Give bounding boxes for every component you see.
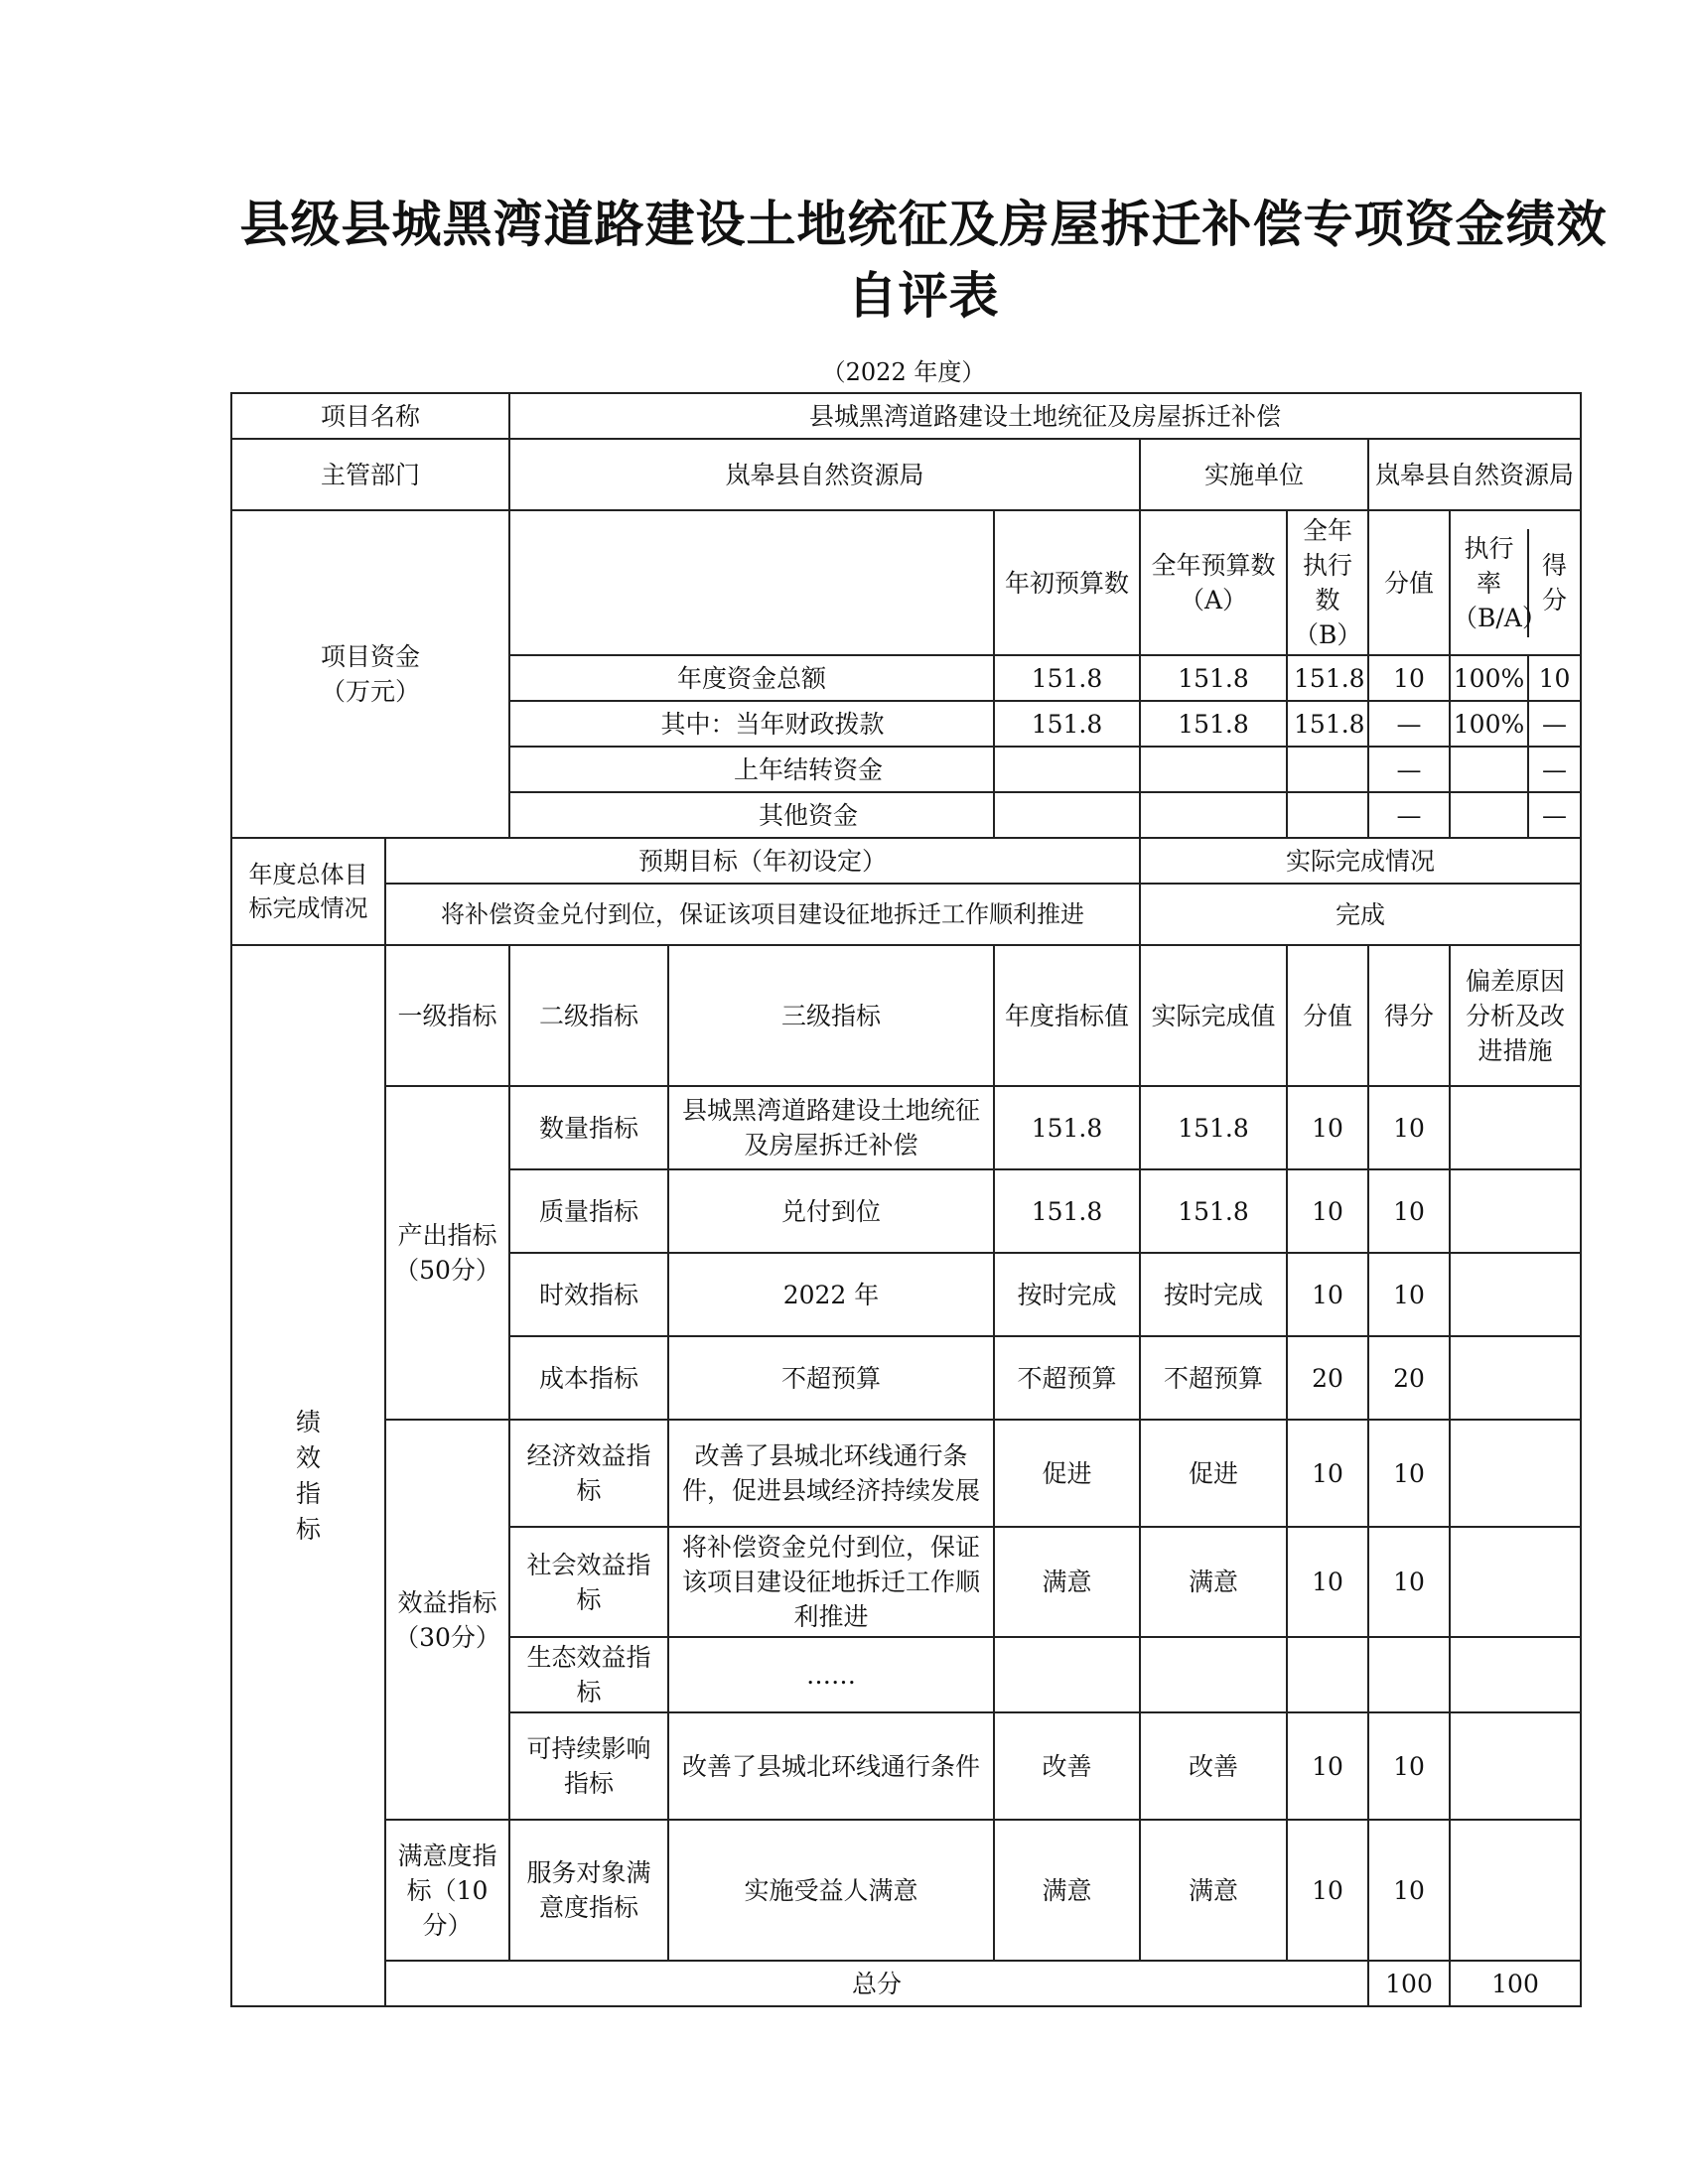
perf-actual: 满意 <box>1140 1820 1287 1961</box>
perf-l2: 经济效益指标 <box>509 1420 668 1527</box>
funds-row-name: 其中：当年财政拨款 <box>509 701 994 747</box>
goals-expected-header: 预期目标（年初设定） <box>385 838 1140 884</box>
perf-l2: 成本指标 <box>509 1336 668 1420</box>
perf-target: 按时完成 <box>994 1253 1140 1336</box>
funds-row-name: 年度资金总额 <box>509 655 994 701</box>
perf-got: 10 <box>1368 1712 1450 1820</box>
funds-cell: 151.8 <box>994 655 1140 701</box>
perf-l2: 可持续影响指标 <box>509 1712 668 1820</box>
perf-l3: 兑付到位 <box>668 1169 994 1253</box>
total-label: 总分 <box>385 1961 1368 2006</box>
funds-label-text: 项目资金 （万元） <box>321 642 421 706</box>
perf-group-output: 产出指标（50分） <box>385 1086 509 1420</box>
perf-score: 10 <box>1287 1420 1368 1527</box>
goals-expected-value: 将补偿资金兑付到位，保证该项目建设征地拆迁工作顺利推进 <box>385 884 1140 945</box>
funds-cell <box>1140 747 1287 792</box>
funds-cell: 100% <box>1451 656 1528 700</box>
perf-label-text: 绩效指标 <box>295 1407 321 1544</box>
funds-cell-pair <box>1450 792 1581 838</box>
dept-value: 岚皋县自然资源局 <box>509 439 1140 510</box>
funds-cell <box>1287 792 1368 838</box>
perf-got: 10 <box>1368 1086 1450 1169</box>
project-name-label: 项目名称 <box>231 393 509 439</box>
perf-note <box>1450 1086 1581 1169</box>
funds-header <box>1450 510 1581 655</box>
perf-actual: 不超预算 <box>1140 1336 1287 1420</box>
funds-cell-pair <box>1450 747 1581 792</box>
year-subtitle: （2022 年度） <box>821 358 986 386</box>
funds-cell: 151.8 <box>1140 655 1287 701</box>
perf-l2: 数量指标 <box>509 1086 668 1169</box>
perf-note <box>1450 1820 1581 1961</box>
perf-header: 分值 <box>1287 945 1368 1086</box>
funds-cell <box>1451 748 1528 791</box>
funds-cell: 10 <box>1538 663 1571 693</box>
total-score: 100 <box>1368 1961 1450 2006</box>
perf-header: 三级指标 <box>668 945 994 1086</box>
funds-cell: 10 <box>1368 655 1450 701</box>
perf-score: 10 <box>1287 1253 1368 1336</box>
funds-header: 全年预算数（A） <box>1140 510 1287 655</box>
funds-header: 得分 <box>1542 551 1568 614</box>
funds-cell: 100% <box>1451 702 1528 746</box>
perf-got: 10 <box>1368 1820 1450 1961</box>
perf-score: 20 <box>1287 1336 1368 1420</box>
perf-actual: 151.8 <box>1140 1169 1287 1253</box>
goals-actual-header: 实际完成情况 <box>1140 838 1581 884</box>
impl-label: 实施单位 <box>1140 439 1368 510</box>
project-name-value: 县城黑湾道路建设土地统征及房屋拆迁补偿 <box>509 393 1581 439</box>
perf-got: 10 <box>1368 1420 1450 1527</box>
self-evaluation-table <box>230 392 1582 2007</box>
funds-row-name: 上年结转资金 <box>509 747 994 792</box>
perf-actual: 按时完成 <box>1140 1253 1287 1336</box>
goals-actual-value: 完成 <box>1140 884 1581 945</box>
perf-header: 一级指标 <box>385 945 509 1086</box>
funds-cell: 151.8 <box>994 701 1140 747</box>
perf-score: 10 <box>1287 1086 1368 1169</box>
perf-l2: 质量指标 <box>509 1169 668 1253</box>
perf-label <box>231 945 385 2006</box>
funds-cell: — <box>1542 800 1568 830</box>
perf-l2: 时效指标 <box>509 1253 668 1336</box>
funds-header: 全年执行数（B） <box>1287 510 1368 655</box>
perf-actual <box>1140 1637 1287 1712</box>
funds-cell <box>1140 792 1287 838</box>
perf-l3: 将补偿资金兑付到位，保证该项目建设征地拆迁工作顺利推进 <box>668 1527 994 1637</box>
goals-label: 年度总体目标完成情况 <box>231 838 385 945</box>
perf-target: 满意 <box>994 1820 1140 1961</box>
funds-cell <box>1287 747 1368 792</box>
perf-got <box>1368 1637 1450 1712</box>
total-got: 100 <box>1450 1961 1581 2006</box>
perf-l3: 不超预算 <box>668 1336 994 1420</box>
perf-got: 10 <box>1368 1527 1450 1637</box>
perf-note <box>1450 1637 1581 1712</box>
perf-note <box>1450 1712 1581 1820</box>
funds-cell: 151.8 <box>1140 701 1287 747</box>
funds-header-blank <box>509 510 994 655</box>
perf-l2: 社会效益指标 <box>509 1527 668 1637</box>
perf-got: 10 <box>1368 1253 1450 1336</box>
perf-target: 满意 <box>994 1527 1140 1637</box>
funds-header: 分值 <box>1368 510 1450 655</box>
perf-actual: 改善 <box>1140 1712 1287 1820</box>
perf-target: 改善 <box>994 1712 1140 1820</box>
funds-cell: 151.8 <box>1287 655 1368 701</box>
funds-label <box>231 510 509 838</box>
perf-note <box>1450 1527 1581 1637</box>
perf-actual: 满意 <box>1140 1527 1287 1637</box>
perf-l2: 生态效益指标 <box>509 1637 668 1712</box>
perf-note <box>1450 1253 1581 1336</box>
funds-header: 执行率（B/A） <box>1451 529 1528 637</box>
funds-cell-pair <box>1450 701 1581 747</box>
perf-l3: 县城黑湾道路建设土地统征及房屋拆迁补偿 <box>668 1086 994 1169</box>
funds-cell: 151.8 <box>1287 701 1368 747</box>
perf-group-benefit: 效益指标（30分） <box>385 1420 509 1820</box>
perf-l2: 服务对象满意度指标 <box>509 1820 668 1961</box>
funds-cell: — <box>1368 792 1450 838</box>
perf-score: 10 <box>1287 1820 1368 1961</box>
perf-header: 得分 <box>1368 945 1450 1086</box>
perf-target: 151.8 <box>994 1086 1140 1169</box>
perf-header: 偏差原因分析及改进措施 <box>1450 945 1581 1086</box>
perf-group-satisfaction: 满意度指标（10分） <box>385 1820 509 1961</box>
perf-l3: …… <box>668 1637 994 1712</box>
perf-target <box>994 1637 1140 1712</box>
perf-actual: 151.8 <box>1140 1086 1287 1169</box>
perf-note <box>1450 1169 1581 1253</box>
perf-actual: 促进 <box>1140 1420 1287 1527</box>
funds-cell: — <box>1368 701 1450 747</box>
funds-cell: — <box>1368 747 1450 792</box>
perf-score <box>1287 1637 1368 1712</box>
perf-l3: 改善了县城北环线通行条件，促进县域经济持续发展 <box>668 1420 994 1527</box>
perf-score: 10 <box>1287 1712 1368 1820</box>
funds-cell-pair <box>1450 655 1581 701</box>
perf-note <box>1450 1420 1581 1527</box>
perf-target: 不超预算 <box>994 1336 1140 1420</box>
funds-cell <box>1451 793 1528 837</box>
perf-note <box>1450 1336 1581 1420</box>
dept-label: 主管部门 <box>231 439 509 510</box>
funds-cell <box>994 747 1140 792</box>
perf-got: 10 <box>1368 1169 1450 1253</box>
perf-score: 10 <box>1287 1169 1368 1253</box>
perf-score: 10 <box>1287 1527 1368 1637</box>
perf-target: 促进 <box>994 1420 1140 1527</box>
perf-l3: 改善了县城北环线通行条件 <box>668 1712 994 1820</box>
perf-l3: 实施受益人满意 <box>668 1820 994 1961</box>
funds-row-name: 其他资金 <box>509 792 994 838</box>
perf-header: 年度指标值 <box>994 945 1140 1086</box>
perf-got: 20 <box>1368 1336 1450 1420</box>
funds-cell <box>994 792 1140 838</box>
funds-cell: — <box>1542 754 1568 784</box>
perf-l3: 2022 年 <box>668 1253 994 1336</box>
page-title: 县级县城黑湾道路建设土地统征及房屋拆迁补偿专项资金绩效自评表 <box>239 196 1608 325</box>
funds-cell: — <box>1542 709 1568 739</box>
perf-header: 实际完成值 <box>1140 945 1287 1086</box>
perf-target: 151.8 <box>994 1169 1140 1253</box>
funds-header: 年初预算数 <box>994 510 1140 655</box>
impl-value: 岚皋县自然资源局 <box>1368 439 1581 510</box>
perf-header: 二级指标 <box>509 945 668 1086</box>
